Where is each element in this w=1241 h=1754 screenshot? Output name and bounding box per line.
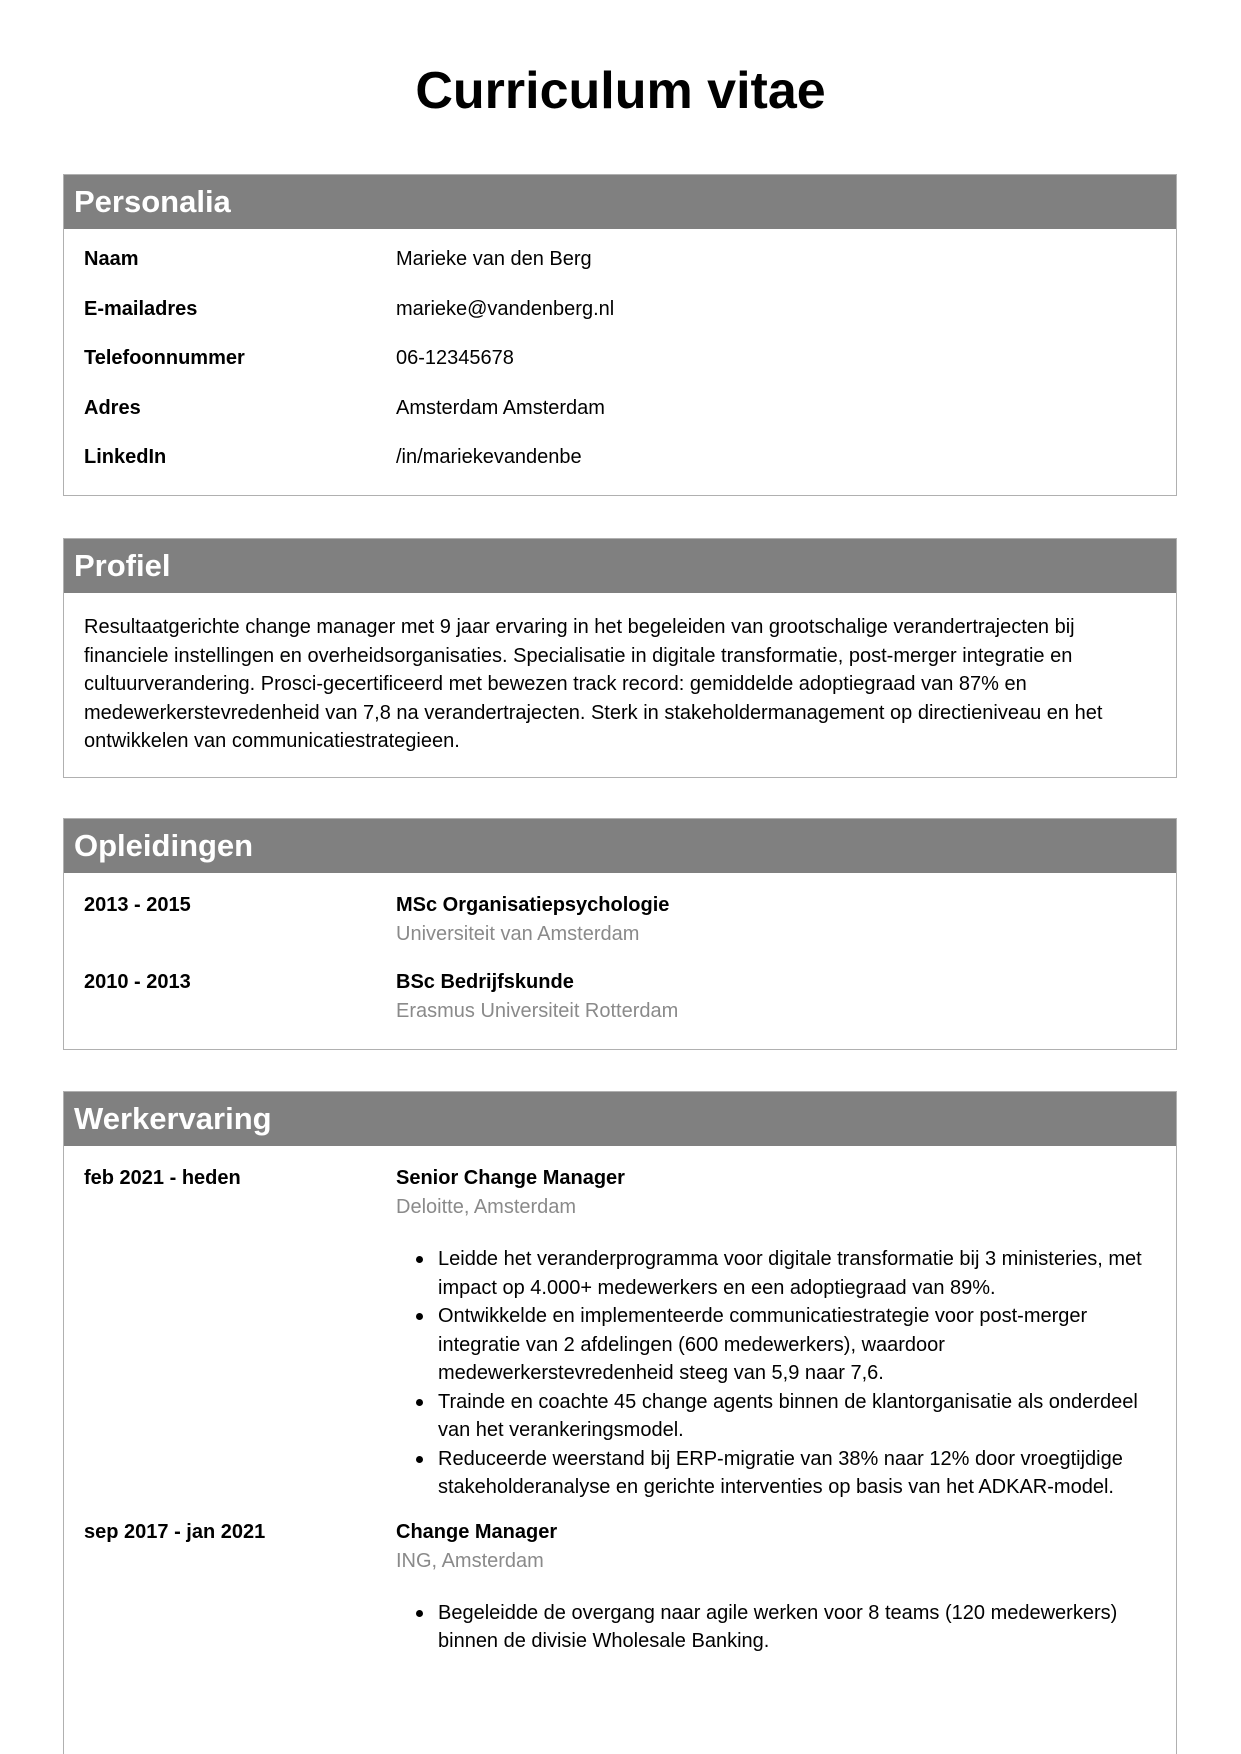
education-entry	[84, 968, 1156, 1026]
personalia-row-email	[84, 297, 1156, 347]
field-value-phone: 06-12345678	[396, 347, 514, 369]
job-title: Senior Change Manager	[396, 1167, 625, 1189]
field-label: Adres	[84, 396, 141, 419]
achievement-item: Leidde het veranderprogramma voor digitale transformatie bij 3 ministeries, met impact op 4.000+ medewerkers en een adoptiegraad van 89%.	[438, 1245, 1156, 1302]
section-werkervaring	[63, 1091, 1177, 1754]
job-title: Change Manager	[396, 1520, 558, 1543]
education-period: 2010 - 2013	[84, 971, 191, 993]
work-experience-list	[64, 1146, 1176, 1656]
work-details	[396, 1164, 1156, 1502]
personalia-table	[64, 229, 1176, 503]
education-degree: MSc Organisatiepsychologie	[396, 894, 670, 916]
field-label: Naam	[84, 248, 139, 270]
field-label: Telefoonnummer	[84, 347, 245, 369]
section-heading-werkervaring: Werkervaring	[64, 1092, 1176, 1146]
personalia-row-linkedin	[84, 445, 1156, 495]
section-opleidingen	[63, 818, 1177, 1050]
achievement-list	[396, 1245, 1156, 1502]
education-institution: Erasmus Universiteit Rotterdam	[396, 1000, 679, 1022]
achievement-item: Ontwikkelde en implementeerde communicatiestrategie voor post-merger integratie van 2 afdelingen (600 medewerkers), waardoor medewerkerstevredenheid steeg van 5,9 naar 7,6.	[438, 1302, 1156, 1388]
field-value-linkedin: /in/mariekevandenbe	[396, 446, 582, 468]
section-profiel	[63, 538, 1177, 778]
achievement-item: Reduceerde weerstand bij ERP-migratie van 38% naar 12% door vroegtijdige stakeholderanalyse en gerichte interventies op basis van het ADKAR-model.	[438, 1445, 1156, 1502]
education-details	[396, 968, 1156, 1026]
achievement-item: Trainde en coachte 45 change agents binnen de klantorganisatie als onderdeel van het verankeringsmodel.	[438, 1388, 1156, 1445]
profile-summary: Resultaatgerichte change manager met 9 jaar ervaring in het begeleiden van grootschalige verandertrajecten bij financiele instellingen en overheidsorganisaties. Specialisatie in digitale transformatie, post-merger integratie en cultuurverandering. Prosci-gecertificeerd met bewezen track record: gemiddelde adoptiegraad van 87% en medewerkerstevredenheid van 7,8 na verandertrajecten. Sterk in stakeholdermanagement op directieniveau en het ontwikkelen van communicatiestrategieen.	[84, 616, 1103, 752]
work-entry	[84, 1164, 1156, 1502]
education-details	[396, 891, 1156, 949]
section-heading-profiel: Profiel	[64, 539, 1176, 593]
job-company: Deloitte, Amsterdam	[396, 1196, 577, 1218]
work-period: feb 2021 - heden	[84, 1167, 241, 1189]
document-title: Curriculum vitae	[415, 62, 826, 120]
field-label: LinkedIn	[84, 446, 167, 468]
achievement-list	[396, 1599, 1156, 1656]
section-personalia	[63, 174, 1177, 496]
field-value-email: marieke@vandenberg.nl	[396, 297, 615, 320]
work-period: sep 2017 - jan 2021	[84, 1520, 266, 1543]
field-value-address: Amsterdam Amsterdam	[396, 396, 605, 419]
achievement-item: Begeleidde de overgang naar agile werken voor 8 teams (120 medewerkers) binnen de divisie Wholesale Banking.	[438, 1599, 1156, 1656]
education-period: 2013 - 2015	[84, 894, 191, 916]
education-institution: Universiteit van Amsterdam	[396, 923, 640, 945]
personalia-row-phone	[84, 346, 1156, 396]
personalia-row-naam	[84, 247, 1156, 297]
field-label: E-mailadres	[84, 297, 198, 320]
personalia-row-address	[84, 396, 1156, 446]
section-heading-opleidingen: Opleidingen	[64, 819, 1176, 873]
field-value-name: Marieke van den Berg	[396, 248, 592, 270]
education-entry	[84, 891, 1156, 949]
work-details	[396, 1518, 1156, 1656]
work-entry	[84, 1518, 1156, 1656]
education-degree: BSc Bedrijfskunde	[396, 971, 574, 993]
education-list	[64, 873, 1176, 1040]
job-company: ING, Amsterdam	[396, 1549, 544, 1572]
section-heading-personalia: Personalia	[64, 175, 1176, 229]
